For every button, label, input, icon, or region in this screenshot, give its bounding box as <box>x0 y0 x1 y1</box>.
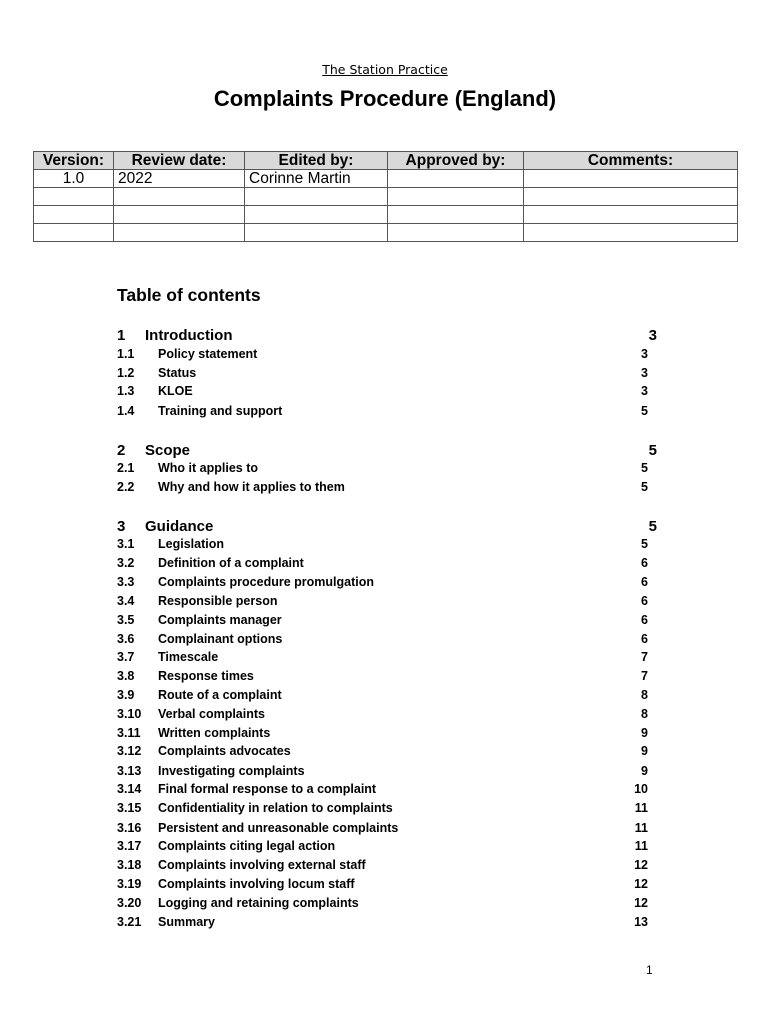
toc-section-number: 3 <box>117 518 126 535</box>
toc-item-label: Responsible person <box>158 594 278 608</box>
toc-page-number: 5 <box>641 461 648 475</box>
toc-item[interactable] <box>117 688 657 706</box>
practice-name: The Station Practice <box>322 62 448 77</box>
toc-item[interactable] <box>117 632 657 650</box>
toc-page-number: 11 <box>634 839 648 853</box>
toc-page-number: 11 <box>634 801 648 815</box>
toc-item-label: Why and how it applies to them <box>158 480 345 494</box>
toc-item-label: Confidentiality in relation to complaints <box>158 801 393 815</box>
cell-comments <box>524 170 738 188</box>
toc-item-number: 3.6 <box>117 632 135 646</box>
toc-item[interactable] <box>117 896 657 914</box>
version-table-header-row <box>34 152 738 170</box>
cell-approved-by <box>388 206 524 224</box>
toc-item-label: Timescale <box>158 650 219 664</box>
toc-item-label: Training and support <box>158 404 283 418</box>
toc-page-number: 5 <box>641 480 648 494</box>
toc-page-number: 12 <box>634 858 648 872</box>
page-number: 1 <box>646 963 653 977</box>
toc-page-number: 9 <box>641 744 648 758</box>
toc-page-number: 8 <box>641 707 648 721</box>
toc-item[interactable] <box>117 575 657 593</box>
header-edited-by: Edited by: <box>245 152 388 170</box>
toc-page-number: 3 <box>641 366 648 380</box>
toc-item[interactable] <box>117 366 657 384</box>
toc-item[interactable] <box>117 404 657 422</box>
toc-item[interactable] <box>117 726 657 744</box>
toc-item-label: Logging and retaining complaints <box>158 896 359 910</box>
toc-item[interactable] <box>117 707 657 725</box>
toc-page-number: 9 <box>641 764 648 778</box>
toc-item-number: 3.2 <box>117 556 135 570</box>
toc-item-number: 3.18 <box>117 858 142 872</box>
toc-section-label: Scope <box>145 442 191 459</box>
toc-item-label: Who it applies to <box>158 461 258 475</box>
cell-comments <box>524 206 738 224</box>
toc-page-number: 5 <box>641 537 648 551</box>
toc-page-number: 6 <box>641 594 648 608</box>
toc-section-introduction[interactable] <box>117 327 657 345</box>
toc-page-number: 9 <box>641 726 648 740</box>
toc-item-number: 3.4 <box>117 594 135 608</box>
toc-page-number: 3 <box>641 347 648 361</box>
toc-page-number: 6 <box>641 556 648 570</box>
toc-page-number: 6 <box>641 632 648 646</box>
toc-item[interactable] <box>117 744 657 762</box>
cell-approved-by <box>388 170 524 188</box>
table-row <box>34 170 738 188</box>
toc-item[interactable] <box>117 613 657 631</box>
toc-item[interactable] <box>117 480 657 498</box>
toc-item-number: 3.7 <box>117 650 135 664</box>
toc-item-label: Complaints involving locum staff <box>158 877 355 891</box>
toc-item[interactable] <box>117 537 657 555</box>
cell-edited-by <box>245 224 388 242</box>
header-version: Version: <box>34 152 114 170</box>
toc-section-guidance[interactable] <box>117 518 657 536</box>
toc-page-number: 12 <box>634 896 648 910</box>
toc-item[interactable] <box>117 782 657 800</box>
cell-approved-by <box>388 188 524 206</box>
toc-page-number: 11 <box>634 821 648 835</box>
cell-version <box>34 224 114 242</box>
toc-item-number: 3.19 <box>117 877 142 891</box>
cell-edited-by <box>245 188 388 206</box>
toc-page-number: 8 <box>641 688 648 702</box>
toc-title: Table of contents <box>117 285 261 305</box>
toc-item-label: Investigating complaints <box>158 764 305 778</box>
table-row <box>34 224 738 242</box>
toc-item-label: Complaints manager <box>158 613 282 627</box>
cell-version <box>34 188 114 206</box>
toc-page-number: 3 <box>648 327 657 344</box>
toc-section-label: Introduction <box>145 327 233 344</box>
toc-page-number: 7 <box>641 650 648 664</box>
toc-item[interactable] <box>117 669 657 687</box>
header-review-date: Review date: <box>114 152 245 170</box>
header-approved-by: Approved by: <box>388 152 524 170</box>
toc-item-label: Final formal response to a complaint <box>158 782 377 796</box>
cell-edited-by <box>245 206 388 224</box>
table-row <box>34 206 738 224</box>
toc-item[interactable] <box>117 764 657 782</box>
toc-item-label: Legislation <box>158 537 224 551</box>
toc-page-number: 13 <box>634 915 648 929</box>
toc-item-number: 3.13 <box>117 764 142 778</box>
toc-item-number: 3.5 <box>117 613 135 627</box>
toc-section-number: 2 <box>117 442 126 459</box>
toc-item-number: 3.1 <box>117 537 135 551</box>
toc-item-label: Policy statement <box>158 347 258 361</box>
toc-item-number: 3.12 <box>117 744 142 758</box>
toc-page-number: 6 <box>641 613 648 627</box>
toc-item-number: 1.3 <box>117 384 135 398</box>
toc-item-number: 3.15 <box>117 801 142 815</box>
toc-item-number: 3.3 <box>117 575 135 589</box>
toc-item-number: 3.14 <box>117 782 142 796</box>
toc-item-number: 3.10 <box>117 707 142 721</box>
toc-item[interactable] <box>117 556 657 574</box>
toc-item[interactable] <box>117 877 657 895</box>
toc-item-number: 1.2 <box>117 366 135 380</box>
toc-section-number: 1 <box>117 327 126 344</box>
toc-item[interactable] <box>117 384 657 402</box>
cell-version: 1.0 <box>34 170 114 188</box>
cell-edited-by: Corinne Martin <box>245 170 388 188</box>
toc-item-label: Persistent and unreasonable complaints <box>158 821 399 835</box>
cell-review-date: 2022 <box>114 170 245 188</box>
toc-item[interactable] <box>117 594 657 612</box>
toc-item[interactable] <box>117 461 657 479</box>
toc-item-number: 3.8 <box>117 669 135 683</box>
toc-item-number: 3.16 <box>117 821 142 835</box>
toc-page-number: 5 <box>648 442 657 459</box>
toc-item-label: Complaints involving external staff <box>158 858 366 872</box>
toc-item-number: 3.11 <box>117 726 141 740</box>
header-comments: Comments: <box>524 152 738 170</box>
toc-item-label: Response times <box>158 669 254 683</box>
toc-item-number: 3.9 <box>117 688 135 702</box>
toc-page-number: 5 <box>648 518 657 535</box>
toc-item-label: Verbal complaints <box>158 707 265 721</box>
toc-item-number: 3.20 <box>117 896 142 910</box>
toc-item[interactable] <box>117 839 657 857</box>
toc-item-label: Definition of a complaint <box>158 556 304 570</box>
toc-page-number: 3 <box>641 384 648 398</box>
toc-item-label: Route of a complaint <box>158 688 282 702</box>
toc-page-number: 7 <box>641 669 648 683</box>
toc-item[interactable] <box>117 915 657 933</box>
cell-comments <box>524 224 738 242</box>
toc-item-label: Summary <box>158 915 215 929</box>
toc-item[interactable] <box>117 858 657 876</box>
version-table <box>33 151 738 242</box>
toc-item-label: KLOE <box>158 384 193 398</box>
cell-review-date <box>114 206 245 224</box>
document-title: Complaints Procedure (England) <box>213 86 557 111</box>
toc-item-number: 1.1 <box>117 347 135 361</box>
toc-section-label: Guidance <box>145 518 214 535</box>
toc-page-number: 5 <box>641 404 648 418</box>
toc-item[interactable] <box>117 821 657 839</box>
toc-item-label: Complaints citing legal action <box>158 839 336 853</box>
table-row <box>34 188 738 206</box>
toc-page-number: 12 <box>634 877 648 891</box>
toc-item-label: Written complaints <box>158 726 271 740</box>
cell-version <box>34 206 114 224</box>
toc-section-scope[interactable] <box>117 442 657 460</box>
toc-item[interactable] <box>117 801 657 819</box>
toc-item-number: 2.2 <box>117 480 135 494</box>
toc-item-label: Complaints procedure promulgation <box>158 575 374 589</box>
toc-item-number: 2.1 <box>117 461 135 475</box>
toc-item-number: 1.4 <box>117 404 135 418</box>
toc-item-number: 3.21 <box>117 915 142 929</box>
toc-item-number: 3.17 <box>117 839 142 853</box>
toc-page-number: 6 <box>641 575 648 589</box>
toc-item-label: Complainant options <box>158 632 283 646</box>
toc-page-number: 10 <box>634 782 648 796</box>
cell-approved-by <box>388 224 524 242</box>
toc-item-label: Complaints advocates <box>158 744 291 758</box>
toc-item[interactable] <box>117 650 657 668</box>
cell-review-date <box>114 224 245 242</box>
toc-item-label: Status <box>158 366 197 380</box>
cell-comments <box>524 188 738 206</box>
toc-item[interactable] <box>117 347 657 365</box>
cell-review-date <box>114 188 245 206</box>
